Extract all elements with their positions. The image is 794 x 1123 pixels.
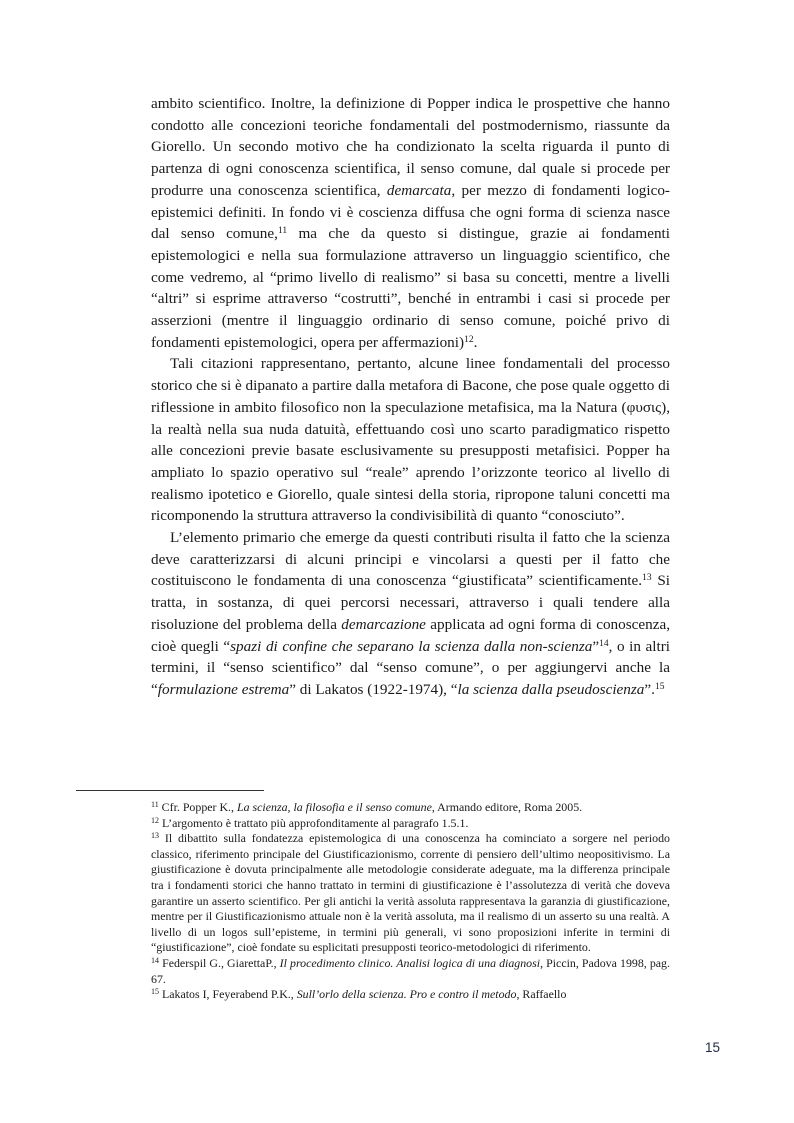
text-run: L’argomento è trattato più approfonditamente al paragrafo 1.5.1.: [159, 815, 469, 830]
footnote: [151, 816, 670, 832]
text-run: ma che da questo si distingue, grazie ai fondamenti epistemologici e nella sua formulazione attraverso un linguaggio scientifico, che come vedremo, al “primo livello di realismo” si basa su concetti, mentre a livelli “altri” si esprime attraverso “costrutti”, benché in entrambi i casi si procede per asserzioni (mentre il linguaggio ordinario di senso comune, poiché privo di fondamenti epistemologici, opera per affermazioni): [151, 225, 670, 351]
footnote-marker: 13: [642, 573, 652, 584]
text-run: , per mezzo di fondamenti logico-epistemici definiti. In fondo vi è coscienza diffusa che ogni forma di scienza nasce dal senso comune,: [151, 181, 670, 243]
footnote-marker: 11: [277, 226, 288, 237]
footnote-marker: 11: [151, 800, 159, 809]
text-run: , o in altri termini, il “senso scientifico” dal “senso comune”, o per aggiungervi anche la “: [151, 637, 670, 698]
text-run: Il dibattito sulla fondatezza epistemologica di una conoscenza ha cominciato a sorgere nel periodo classico, riferimento principale del Giustificazionismo, corrente di pensiero dell’ultimo neopositivismo. La giustificazione è dovuta principalmente alle metodologie considerate adeguate, ma la differenza principale tra i fondamenti storici che hanno trattato in termini di giustificazione è l’assolutezza di verità che doveva garantire un asserto scientifico. Per gli antichi la verità assoluta rappresentava la garanzia di giustificazione, mentre per il Giustificazionismo attuale non è la verità assoluta, ma il realismo di un asserto su una realtà. A livello di un logos sull’episteme, in termini più generali, vi sono proposizioni inferite in termini di “giustificazione”, cioè fondate su esplicitati presupposti teorico-metodologici di riferimento.: [151, 831, 670, 955]
footnotes: [151, 800, 670, 1003]
footnote: [151, 831, 670, 956]
footnote: [151, 956, 670, 987]
text-run: , Raffaello: [516, 987, 567, 1002]
footnote-marker: 12: [151, 815, 159, 825]
footnote-marker: 14: [599, 638, 609, 649]
italic-text: Il procedimento clinico. Analisi logica di una diagnosi: [279, 955, 541, 970]
body-paragraph: [151, 93, 670, 353]
italic-text: demarcata: [386, 181, 452, 199]
text-run: Lakatos I, Feyerabend P.K.,: [159, 987, 297, 1002]
text-run: Tali citazioni rappresentano, pertanto, alcune linee fondamentali del processo storico che si è dipanato a partire dalla metafora di Bacone, che pose quale oggetto di riflessione in ambito filosofico non la speculazione metafisica, ma la Natura (φυσις), la realtà nella sua nuda datuità, effettuando così uno scarto paradigmatico rispetto alle concezioni previe basate esclusivamente su presupposti metafisici. Popper ha ampliato lo spazio operativo sul “reale” aprendo l’orizzonte teorico al livello di realismo ipotetico e Giorello, quale sintesi della storia, ripropone taluni concetti ma ricomponendo la struttura attraverso la condivisibilità di quanto “conosciuto”.: [151, 355, 670, 525]
italic-text: demarcazione: [341, 615, 426, 633]
text-run: , Piccin, Padova 1998, pag. 67.: [151, 955, 670, 986]
footnote-separator: [76, 790, 264, 791]
text-run: ambito scientifico. Inoltre, la definizione di Popper indica le prospettive che hanno condotto alle concezioni teoriche fondamentali del postmodernismo, riassunte da Giorello. Un secondo motivo che ha condizionato la scelta riguarda il punto di partenza di ogni conoscenza scientifica, il senso comune, dal quale si procede per produrre una conoscenza scientifica,: [151, 95, 670, 199]
footnote-marker: 12: [464, 334, 474, 345]
footnote: [151, 800, 670, 816]
italic-text: la scienza dalla pseudoscienza: [457, 680, 645, 698]
italic-text: spazi di confine che separano la scienza dalla non-scienza: [230, 637, 593, 655]
text-run: L’elemento primario che emerge da questi contributi risulta il fatto che la scienza deve caratterizzarsi di alcuni principi e vincolarsi a questi per il fatto che costituiscono le fondamenta di una conoscenza “giustificata” scientificamente.: [151, 529, 670, 590]
footnote-marker: 13: [151, 831, 159, 841]
footnote-marker: 15: [151, 987, 159, 997]
footnote-marker: 15: [654, 681, 665, 692]
text-run: ”: [592, 637, 600, 655]
page-number: 15: [704, 1040, 720, 1055]
italic-text: formulazione estrema: [157, 680, 290, 698]
body-paragraph: [151, 353, 670, 527]
text-run: .: [473, 333, 478, 351]
footnote-marker: 14: [151, 955, 159, 965]
text-run: ”.: [644, 680, 655, 698]
text-run: Si tratta, in sostanza, di quei percorsi necessari, attraverso i quali tendere alla risoluzione del problema della: [151, 572, 670, 633]
text-run: applicata ad ogni forma di conoscenza, cioè quegli “: [151, 615, 670, 655]
footnote: [151, 987, 670, 1003]
body-text: [151, 93, 670, 701]
italic-text: Sull’orlo della scienza. Pro e contro il metodo: [296, 987, 517, 1002]
italic-text: La scienza, la filosofia e il senso comune: [236, 800, 432, 814]
text-run: , Armando editore, Roma 2005.: [431, 800, 583, 814]
body-paragraph: [151, 527, 670, 701]
text-run: Cfr. Popper K.,: [158, 800, 237, 814]
text-run: Federspil G., GiarettaP.,: [159, 955, 280, 970]
text-run: ” di Lakatos (1922-1974), “: [289, 680, 458, 698]
